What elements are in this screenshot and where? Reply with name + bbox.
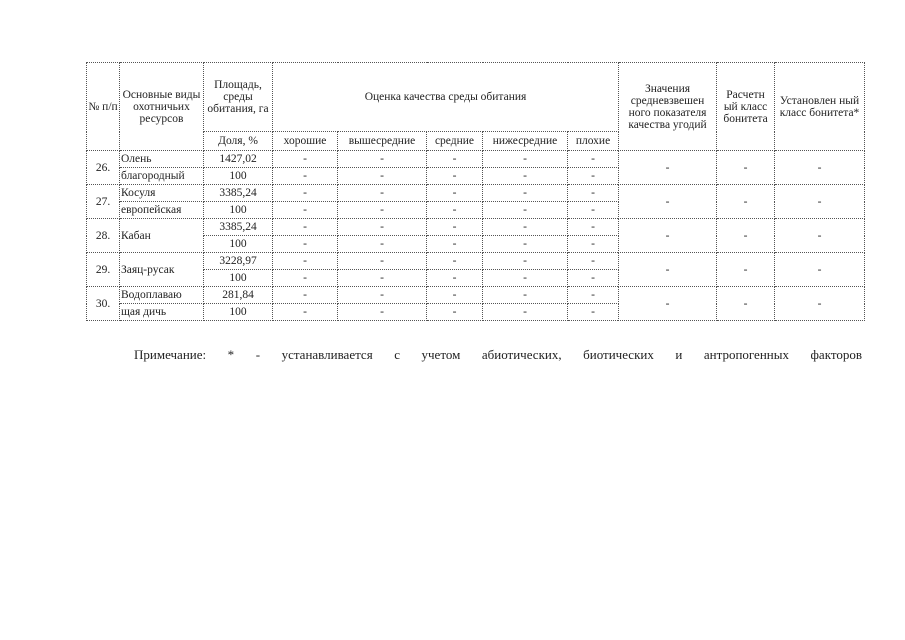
habitat-share: 100 — [204, 168, 273, 185]
quality-area-cell: - — [483, 219, 568, 236]
row-number: 28. — [87, 219, 120, 253]
weighted-value: - — [619, 185, 717, 219]
header-share: Доля, % — [204, 132, 273, 151]
calc-class: - — [717, 151, 775, 185]
set-class: - — [775, 151, 865, 185]
quality-area-cell: - — [427, 185, 483, 202]
quality-share-cell: - — [568, 236, 619, 253]
quality-share-cell: - — [338, 270, 427, 287]
header-quality-above: вышесредние — [338, 132, 427, 151]
set-class: - — [775, 185, 865, 219]
weighted-value: - — [619, 151, 717, 185]
header-quality: Оценка качества среды обитания — [273, 63, 619, 132]
quality-area-cell: - — [338, 219, 427, 236]
quality-area-cell: - — [273, 287, 338, 304]
quality-share-cell: - — [273, 304, 338, 321]
habitat-share: 100 — [204, 202, 273, 219]
quality-area-cell: - — [568, 151, 619, 168]
quality-share-cell: - — [427, 168, 483, 185]
calc-class: - — [717, 185, 775, 219]
header-quality-below: нижесредние — [483, 132, 568, 151]
calc-class: - — [717, 287, 775, 321]
quality-area-cell: - — [427, 287, 483, 304]
quality-share-cell: - — [568, 202, 619, 219]
quality-area-cell: - — [427, 151, 483, 168]
table-row — [87, 185, 865, 202]
set-class: - — [775, 287, 865, 321]
table-row — [87, 219, 865, 236]
quality-share-cell: - — [483, 304, 568, 321]
habitat-area: 3228,97 — [204, 253, 273, 270]
weighted-value: - — [619, 287, 717, 321]
table-row — [87, 253, 865, 270]
habitat-area: 3385,24 — [204, 219, 273, 236]
species-name-line1: Косуля — [120, 185, 204, 202]
quality-share-cell: - — [427, 270, 483, 287]
header-quality-good: хорошие — [273, 132, 338, 151]
quality-area-cell: - — [427, 253, 483, 270]
header-quality-mid: средние — [427, 132, 483, 151]
quality-share-cell: - — [427, 236, 483, 253]
table-row — [87, 151, 865, 168]
header-area: Площадь, среды обитания, га — [204, 63, 273, 132]
quality-share-cell: - — [338, 236, 427, 253]
quality-share-cell: - — [338, 168, 427, 185]
species-name: Кабан — [120, 219, 204, 253]
quality-area-cell: - — [483, 151, 568, 168]
quality-area-cell: - — [483, 287, 568, 304]
row-number: 30. — [87, 287, 120, 321]
quality-share-cell: - — [273, 168, 338, 185]
quality-area-cell: - — [273, 253, 338, 270]
calc-class: - — [717, 219, 775, 253]
habitat-area: 3385,24 — [204, 185, 273, 202]
quality-area-cell: - — [338, 151, 427, 168]
table-note: Примечание: * - устанавливается с учетом абиотических, биотических и антропогенных факторов — [134, 347, 862, 362]
row-number: 27. — [87, 185, 120, 219]
set-class: - — [775, 219, 865, 253]
quality-area-cell: - — [338, 253, 427, 270]
species-name-line2: европейская — [120, 202, 204, 219]
habitat-area: 1427,02 — [204, 151, 273, 168]
quality-share-cell: - — [273, 270, 338, 287]
species-name-line2: благородный — [120, 168, 204, 185]
quality-share-cell: - — [427, 304, 483, 321]
quality-area-cell: - — [273, 219, 338, 236]
quality-area-cell: - — [273, 185, 338, 202]
quality-share-cell: - — [568, 304, 619, 321]
quality-share-cell: - — [568, 270, 619, 287]
quality-share-cell: - — [338, 304, 427, 321]
header-quality-bad: плохие — [568, 132, 619, 151]
weighted-value: - — [619, 219, 717, 253]
quality-area-cell: - — [568, 287, 619, 304]
quality-area-cell: - — [273, 151, 338, 168]
calc-class: - — [717, 253, 775, 287]
quality-area-cell: - — [568, 219, 619, 236]
header-num: № п/п — [87, 63, 120, 151]
weighted-value: - — [619, 253, 717, 287]
species-name: Заяц-русак — [120, 253, 204, 287]
header-calc-class: Расчетн ый класс бонитета — [717, 63, 775, 151]
quality-share-cell: - — [568, 168, 619, 185]
quality-share-cell: - — [483, 236, 568, 253]
header-set-class: Установлен ный класс бонитета* — [775, 63, 865, 151]
quality-area-cell: - — [338, 287, 427, 304]
habitat-share: 100 — [204, 270, 273, 287]
row-number: 26. — [87, 151, 120, 185]
quality-area-cell: - — [483, 185, 568, 202]
quality-share-cell: - — [427, 202, 483, 219]
species-name-line1: Олень — [120, 151, 204, 168]
quality-share-cell: - — [273, 236, 338, 253]
quality-share-cell: - — [273, 202, 338, 219]
quality-area-cell: - — [338, 185, 427, 202]
table-row — [87, 287, 865, 304]
habitat-quality-table — [86, 62, 865, 321]
quality-share-cell: - — [483, 270, 568, 287]
quality-share-cell: - — [338, 202, 427, 219]
row-number: 29. — [87, 253, 120, 287]
quality-share-cell: - — [483, 202, 568, 219]
habitat-share: 100 — [204, 304, 273, 321]
header-species: Основные виды охотничьих ресурсов — [120, 63, 204, 151]
set-class: - — [775, 253, 865, 287]
quality-area-cell: - — [427, 219, 483, 236]
habitat-area: 281,84 — [204, 287, 273, 304]
quality-area-cell: - — [568, 185, 619, 202]
species-name-line2: щая дичь — [120, 304, 204, 321]
header-weighted: Значения средневзвешен ного показателя качества угодий — [619, 63, 717, 151]
species-name-line1: Водоплаваю — [120, 287, 204, 304]
quality-area-cell: - — [483, 253, 568, 270]
habitat-share: 100 — [204, 236, 273, 253]
quality-share-cell: - — [483, 168, 568, 185]
quality-area-cell: - — [568, 253, 619, 270]
